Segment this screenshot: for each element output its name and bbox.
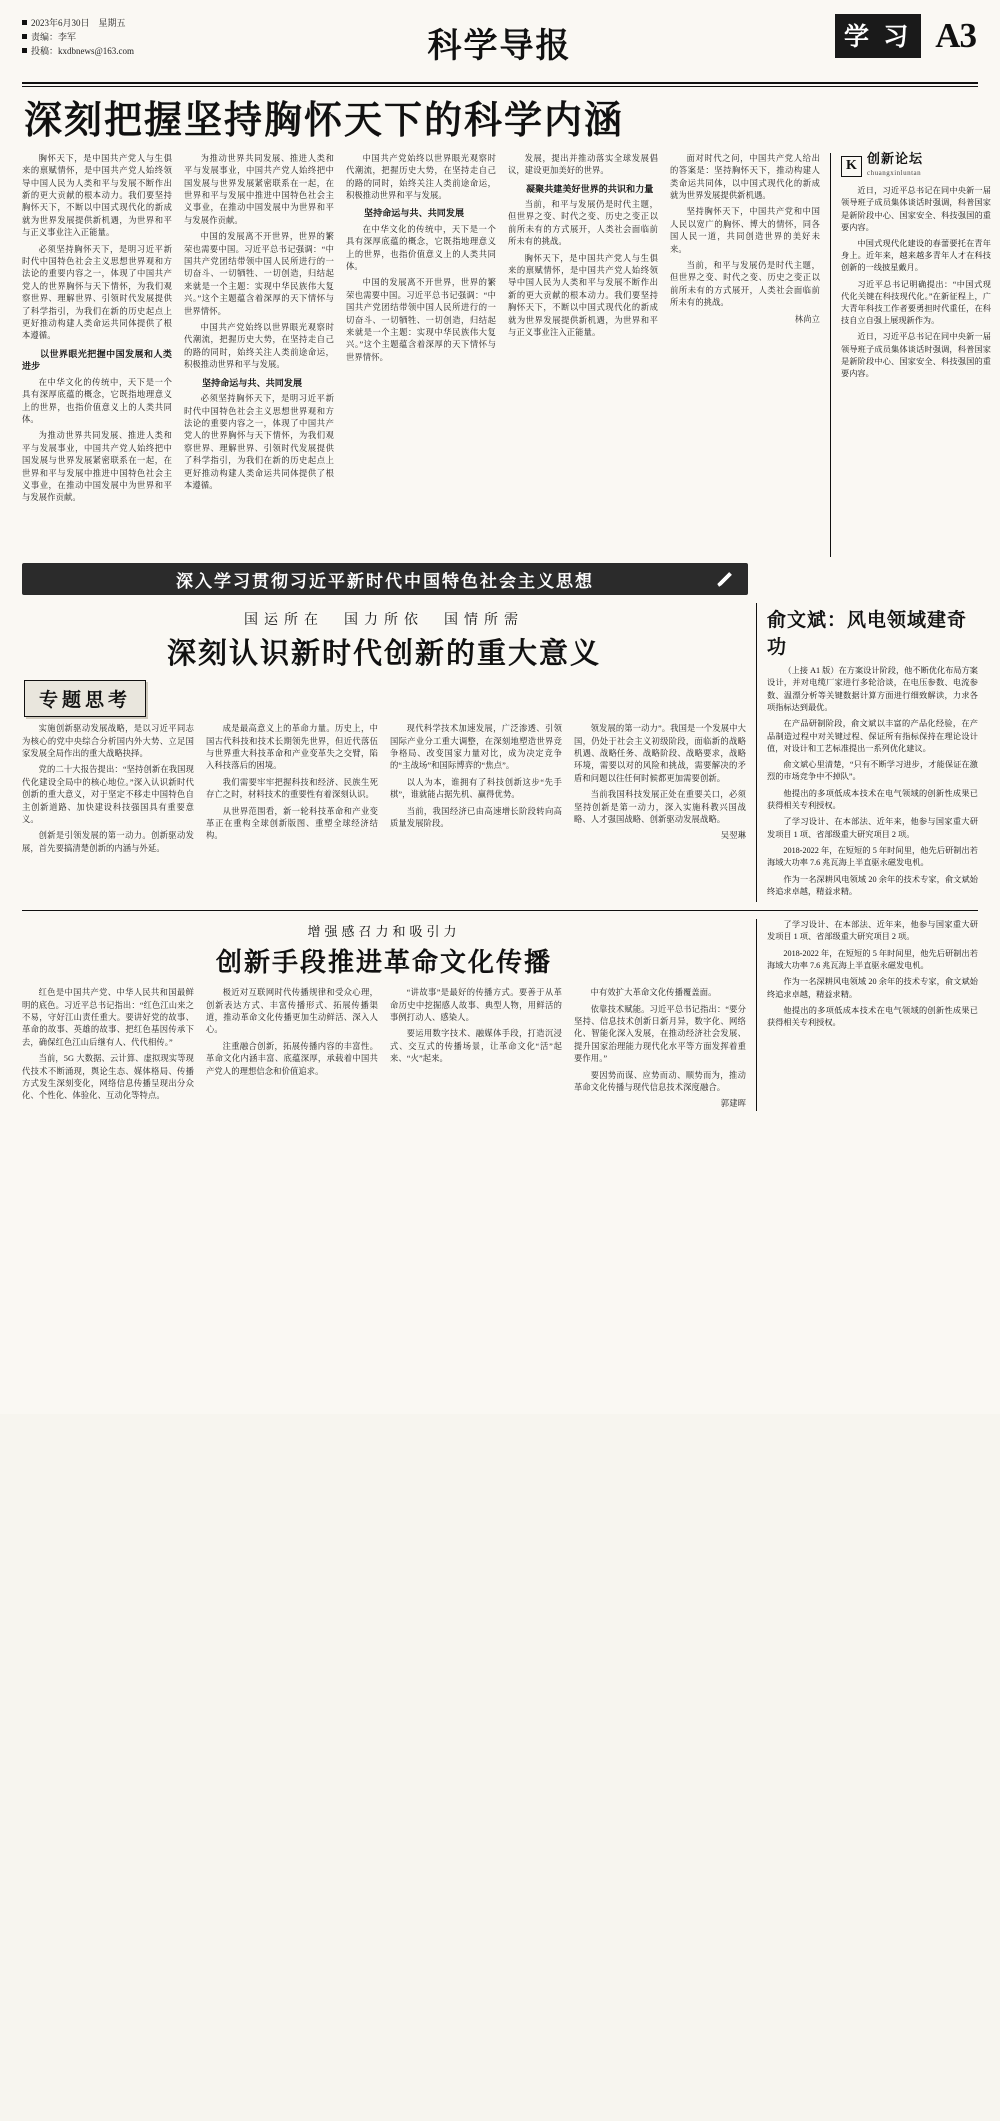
forum-block bbox=[830, 150, 1000, 557]
paragraph: 为推动世界共同发展、推进人类和平与发展事业，中国共产党人始终把中国发展与世界发展紧密联系在一起，在世界和平与发展中推进中国特色社会主义事业，在推动中国发展中为世界和平与发展作贡献。 bbox=[22, 431, 172, 503]
section-two-title: 深刻认识新时代创新的重大意义 bbox=[166, 638, 601, 671]
paragraph: 要因势而谋、应势而动、顺势而为，推动革命文化传播与现代信息技术深度融合。 bbox=[574, 1070, 746, 1092]
banner-text: 深入学习贯彻习近平新时代中国特色社会主义思想 bbox=[176, 571, 594, 591]
study-banner bbox=[22, 563, 748, 595]
paragraph: 依靠技术赋能。习近平总书记指出：“要分坚持、信息技术创新日新月异，数字化、网络化、智能化深入发展，在推动经济社会发展、提升国家治理能力现代化水平等方面发挥着重要作用。” bbox=[574, 1004, 746, 1064]
paragraph: 了学习设计、在本部法、近年来，他参与国家重大研发项目 1 项、省部级重大研究项目 2 项。 bbox=[767, 817, 978, 839]
section-three-left bbox=[22, 919, 757, 1111]
paragraph: （上接 A1 版）在方案设计阶段，他不断优化布局方案设计，并对电缆厂家进行多轮洽谈，在电压参数、电流参数、温漂分析等关键数据计算方面进行细致解读，力求各项指标达到最优。 bbox=[767, 666, 978, 712]
section-two-right bbox=[757, 603, 978, 902]
paragraph: 2018-2022 年，在短短的 5 年时间里，他先后研制出若海域大功率 7.6 兆瓦海上半直驱永磁发电机。 bbox=[767, 948, 978, 971]
paragraph: 当前我国科技发展正处在重要关口，必须坚持创新是第一动力，深入实施科教兴国战略、人才强国战略、创新驱动发展战略。 bbox=[574, 790, 746, 824]
paragraph: 发展，提出并推动落实全球发展倡议，建设更加美好的世界。 bbox=[508, 153, 658, 176]
paragraph: “讲故事”是最好的传播方式。要善于从革命历史中挖掘感人故事、典型人物，用鲜活的事例打动人、感染人。 bbox=[390, 988, 562, 1022]
paragraph: 创新是引领发展的第一动力。创新驱动发展，首先要搞清楚创新的内涵与外延。 bbox=[22, 831, 194, 853]
masthead-meta bbox=[22, 14, 134, 58]
forum-header bbox=[841, 150, 991, 179]
section-two-column-3 bbox=[390, 723, 562, 859]
paragraph: 我们需要牢牢把握科技和经济、民族生死存亡之时，材料技术的重要性有着深刻认识。 bbox=[206, 777, 378, 800]
paragraph: 中国共产党始终以世界眼光观察时代潮流，把握历史大势，在坚持走自己的路的同时，始终关注人类前途命运，积极推动世界和平与发展。 bbox=[184, 323, 334, 370]
paragraph: 必须坚持胸怀天下，是明习近平新时代中国特色社会主义思想世界观和方法论的重要内容之一，体现了中国共产党人的世界胸怀与天下情怀，为我们观察世界、理解世界、引领时代发展提供了科学指引，为我们在新的历史起点上更好推动构建人类命运共同体提供了根本遵循。 bbox=[22, 244, 172, 341]
section-two-left bbox=[22, 603, 757, 902]
paragraph: 为推动世界共同发展、推进人类和平与发展事业，中国共产党人始终把中国发展与世界发展紧密联系在一起，在世界和平与发展中推进中国特色社会主义事业，在推动中国发展中为世界和平与发展作贡献。 bbox=[184, 153, 334, 225]
paragraph: 坚持胸怀天下，中国共产党和中国人民以宽广的胸怀、博大的情怀，同各国人民一道，共同创造世界的美好未来。 bbox=[670, 207, 820, 254]
forum-logo-icon: K bbox=[841, 156, 862, 177]
section-two-column-2 bbox=[206, 723, 378, 859]
section-three-column-4 bbox=[574, 987, 746, 1111]
lead-column-1 bbox=[22, 153, 172, 557]
publication-date: 2023年6月30日 星期五 bbox=[22, 16, 134, 30]
section-three-title: 创新手段推进革命文化传播 bbox=[215, 948, 552, 978]
paragraph: 现代科学技术加速发展，广泛渗透、引领国际产业分工重大调整，在深刻地塑造世界竞争格局、改变国家力量对比，成为决定竞争的“主战场”和国际博弈的“焦点”。 bbox=[390, 724, 562, 771]
lead-column-2 bbox=[184, 153, 334, 557]
editor-credit: 责编：李军 bbox=[22, 30, 134, 44]
paragraph: 红色是中国共产党、中华人民共和国最鲜明的底色。习近平总书记指出：“红色江山来之不易，守好江山责任重大。要讲好党的故事、革命的故事、英雄的故事、把红色基因传承下去，确保红色江山后继有人、代代相传。” bbox=[22, 988, 194, 1047]
pen-icon bbox=[714, 569, 736, 589]
forum-pinyin: chuangxinluntan bbox=[867, 169, 922, 177]
paragraph: 要运用数字技术、融媒体手段，打造沉浸式、交互式的传播场景，让革命文化“活”起来、“火”起来。 bbox=[390, 1029, 562, 1064]
lead-article-columns bbox=[22, 153, 830, 557]
paragraph: 以人为本，谁拥有了科技创新这步“先手棋”，谁就能占据先机、赢得优势。 bbox=[390, 777, 562, 800]
subheading: 坚持命运与共、共同发展 bbox=[364, 208, 465, 219]
section-two-columns bbox=[22, 723, 746, 859]
feature-body bbox=[767, 665, 978, 898]
forum-label: 创新论坛 bbox=[867, 150, 924, 166]
section-badge: 学 习 bbox=[835, 14, 921, 58]
submission-email: 投稿：kxdbnews@163.com bbox=[22, 44, 134, 58]
feature-title: 俞文斌：风电领域建奇功 bbox=[767, 610, 968, 659]
section-two-kicker: 国运所在 国力所依 国情所需 bbox=[244, 613, 524, 629]
forum-label-group bbox=[867, 150, 924, 179]
masthead-right bbox=[835, 14, 978, 58]
paragraph: 了学习设计、在本部法、近年来，他参与国家重大研发项目 1 项、省部级重大研究项目 2 项。 bbox=[767, 920, 978, 942]
paragraph: 当前，和平与发展仍是时代主题，但世界之变、时代之变、历史之变正以前所未有的方式展开，人类社会面临前所未有的挑战。 bbox=[508, 200, 658, 247]
feature-body-continued bbox=[767, 919, 978, 1029]
section-three-kicker: 增强感召力和吸引力 bbox=[307, 924, 461, 940]
paragraph: 中国的发展离不开世界，世界的繁荣也需要中国。习近平总书记强调：“中国共产党团结带领中国人民所进行的一切奋斗、一切牺牲、一切创造，归结起来就是一个主题：实现中华民族伟大复兴。”这个主题蕴含着深厚的天下情怀与世界情怀。 bbox=[346, 278, 496, 362]
section-two-column-1 bbox=[22, 723, 194, 859]
paragraph: 作为一名深耕风电领域 20 余年的技术专家，俞文斌始终追求卓越，精益求精。 bbox=[767, 874, 978, 896]
paragraph: 他提出的多项低成本技术在电气领域的创新性成果已获得相关专利授权。 bbox=[767, 788, 978, 811]
subheading: 坚持命运与共、共同发展 bbox=[202, 377, 303, 388]
section-two bbox=[22, 603, 978, 902]
paragraph: 实施创新驱动发展战略，是以习近平同志为核心的党中央综合分析国内外大势、立足国家发展全局作出的重大战略抉择。 bbox=[22, 724, 194, 758]
paragraph: 当前，5G 大数据、云计算、虚拟现实等现代技术不断涌现，舆论生态、媒体格局、传播方式发生深刻变化，网络信息传播呈现出分众化、个性化、体验化、互动化等特点。 bbox=[22, 1054, 194, 1101]
lead-column-4 bbox=[508, 153, 658, 557]
paper-name: 科学导报 bbox=[427, 28, 572, 65]
paragraph: 当前，我国经济已由高速增长阶段转向高质量发展阶段。 bbox=[390, 806, 562, 828]
lead-column-3 bbox=[346, 153, 496, 557]
paragraph: 党的二十大报告提出：“坚持创新在我国现代化建设全局中的核心地位。”深入认识新时代创新的重大意义，对于坚定不移走中国特色自主创新道路、加快建设科技强国具有重要意义。 bbox=[22, 765, 194, 824]
paragraph: 注重融合创新，拓展传播内容的丰富性。革命文化内涵丰富、底蕴深厚，承载着中国共产党人的理想信念和价值追求。 bbox=[206, 1041, 378, 1076]
paragraph: 作为一名深耕风电领域 20 余年的技术专家，俞文斌始终追求卓越，精益求精。 bbox=[767, 977, 978, 999]
paragraph: 胸怀天下，是中国共产党人与生俱来的禀赋情怀，是中国共产党人始终领导中国人民为人类和平与发展不断作出新的更大贡献的根本动力。我们要坚持胸怀天下，不断以中国式现代化的新成就为世界发展提供新机遇，为世界和平与正义事业注入正能量。 bbox=[22, 153, 172, 238]
paragraph: 中国共产党始终以世界眼光观察时代潮流，把握历史大势，在坚持走自己的路的同时，始终关注人类前途命运，积极推动世界和平与发展。 bbox=[346, 153, 496, 201]
paragraph: 成是最高意义上的革命力量。历史上，中国古代科技和技术长期领先世界，但近代落伍与世界重大科技革命和产业变革失之交臂，陷入科技落后的困境。 bbox=[206, 724, 378, 771]
lead-headline: 深刻把握坚持胸怀天下的科学内涵 bbox=[24, 100, 625, 142]
section-three-right bbox=[757, 919, 978, 1111]
paragraph: 在产品研制阶段，俞文斌以丰富的产品化经验，在产品制造过程中对关键过程、保证所有指标保持在理论设计值，对设计和工艺标准提出一系列优化建议。 bbox=[767, 719, 978, 753]
lead-article bbox=[22, 150, 991, 557]
paragraph: 习近平总书记明确提出：“中国式现代化关键在科技现代化。”在新征程上，广大青年科技工作者要勇担时代重任，在科技自立自强上展现新作为。 bbox=[841, 279, 991, 326]
paragraph: 面对时代之问，中国共产党人给出的答案是：坚持胸怀天下，推动构建人类命运共同体，以中国式现代化的新成就为世界发展提供新机遇。 bbox=[670, 153, 820, 201]
masthead-center bbox=[134, 14, 835, 63]
subheading: 凝聚共建美好世界的共识和力量 bbox=[526, 183, 654, 194]
page-number: A3 bbox=[935, 16, 976, 55]
section-three-signature: 郭建晖 bbox=[720, 1099, 746, 1109]
section-two-column-4 bbox=[574, 723, 746, 859]
forum-text bbox=[841, 150, 991, 557]
section-three-columns bbox=[22, 987, 746, 1111]
lead-signature: 林尚立 bbox=[794, 314, 820, 324]
paragraph: 2018-2022 年，在短短的 5 年时间里，他先后研制出若海域大功率 7.6 兆瓦海上半直驱永磁发电机。 bbox=[767, 845, 978, 868]
masthead bbox=[22, 14, 978, 80]
paragraph: 必须坚持胸怀天下，是明习近平新时代中国特色社会主义思想世界观和方法论的重要内容之一，体现了中国共产党人的世界胸怀与天下情怀，为我们观察世界、理解世界、引领时代发展提供了科学指引，为我们在新的历史起点上更好推动构建人类命运共同体提供了根本遵循。 bbox=[184, 394, 334, 490]
section-three bbox=[22, 910, 978, 1111]
section-three-column-2 bbox=[206, 987, 378, 1111]
rule-top bbox=[22, 82, 978, 84]
paragraph: 极近对互联网时代传播规律和受众心理，创新表达方式、丰富传播形式、拓展传播渠道，推动革命文化传播更加生动鲜活、深入人心。 bbox=[206, 988, 378, 1035]
paragraph: 他提出的多项低成本技术在电气领域的创新性成果已获得相关专利授权。 bbox=[767, 1005, 978, 1028]
section-three-column-1 bbox=[22, 987, 194, 1111]
paragraph: 中国的发展离不开世界，世界的繁荣也需要中国。习近平总书记强调：“中国共产党团结带领中国人民所进行的一切奋斗、一切牺牲、一切创造，归结起来就是一个主题：实现中华民族伟大复兴。”这个主题蕴含着深厚的天下情怀与世界情怀。 bbox=[184, 232, 334, 316]
section-two-signature: 吴翌琳 bbox=[720, 831, 746, 841]
paragraph: 在中华文化的传统中，天下是一个具有深厚底蕴的概念，它既指地理意义上的世界，也指价值意义上的人类共同体。 bbox=[22, 377, 172, 424]
paragraph: 当前，和平与发展仍是时代主题，但世界之变、时代之变、历史之变正以前所未有的方式展开，人类社会面临前所未有的挑战。 bbox=[670, 261, 820, 308]
lead-column-5 bbox=[670, 153, 820, 557]
subheading: 以世界眼光把握中国发展和人类进步 bbox=[22, 348, 172, 372]
paragraph: 从世界范围看，新一轮科技革命和产业变革正在重构全球创新版图、重塑全球经济结构。 bbox=[206, 806, 378, 841]
section-two-tag: 专题思考 bbox=[24, 680, 146, 717]
paragraph: 中国式现代化建设的春蕾要托在青年身上。近年来，越来越多青年人才在科技创新的一线披星戴月。 bbox=[841, 239, 991, 273]
paragraph: 中有效扩大革命文化传播覆盖面。 bbox=[590, 988, 717, 998]
paragraph: 近日，习近平总书记在同中央新一届领导班子成员集体谈话时强调，科普国家是新阶段中心、国家安全、科技强国的重要内容。 bbox=[841, 186, 991, 232]
paragraph: 俞文斌心里清楚，“只有不断学习进步，才能保证在激烈的市场竞争中不掉队”。 bbox=[767, 760, 978, 782]
section-three-column-3 bbox=[390, 987, 562, 1111]
paragraph: 领发展的第一动力”。我国是一个发展中大国，仍处于社会主义初级阶段，面临新的战略机遇、战略任务、战略阶段、战略要求，战略环境，需要以对的风险和挑战，需要解决的矛盾和问题以往任何时候都更加需要创新。 bbox=[574, 724, 746, 783]
paragraph: 近日，习近平总书记在同中央新一届领导班子成员集体谈话时强调，科普国家是新阶段中心、国家安全、科技强国的重要内容。 bbox=[841, 332, 991, 379]
paragraph: 胸怀天下，是中国共产党人与生俱来的禀赋情怀，是中国共产党人始终领导中国人民为人类和平与发展不断作出新的更大贡献的根本动力。我们要坚持胸怀天下，不断以中国式现代化的新成就为世界发展提供新机遇，为世界和平与正义事业注入正能量。 bbox=[508, 253, 658, 338]
paragraph: 在中华文化的传统中，天下是一个具有深厚底蕴的概念，它既指地理意义上的世界，也指价值意义上的人类共同体。 bbox=[346, 224, 496, 272]
